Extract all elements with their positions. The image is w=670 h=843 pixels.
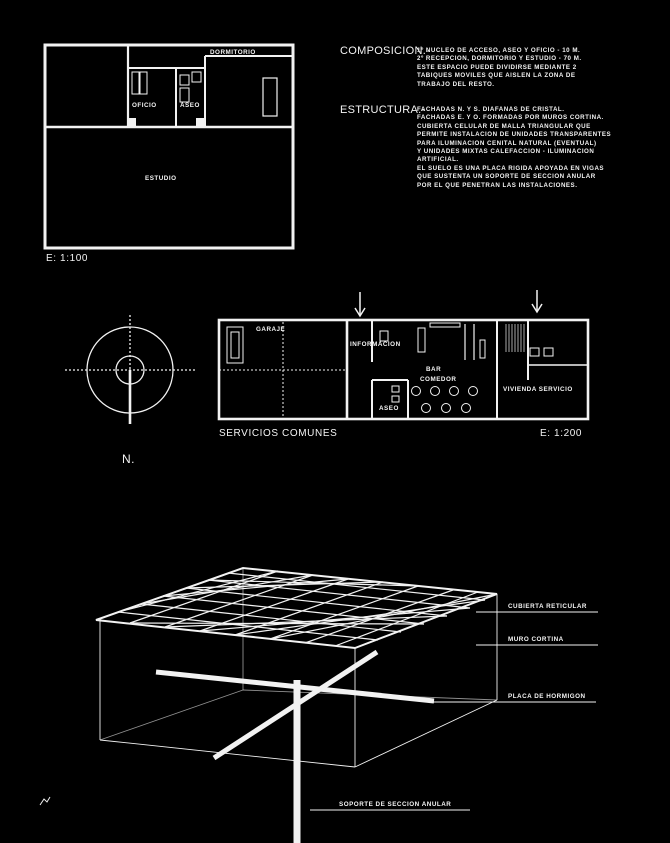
room-bar-label: BAR (426, 366, 442, 373)
estructura-line: FACHADAS E. Y O. FORMADAS POR MUROS CORTINA. (417, 114, 604, 122)
room-estudio-label: ESTUDIO (145, 175, 177, 182)
corner-mark (40, 797, 50, 805)
estructura-line: PERMITE INSTALACION DE UNIDADES TRANSPARENTES (417, 131, 612, 139)
placa-label: PLACA DE HORMIGON (508, 693, 586, 700)
estructura-heading: ESTRUCTURA.- (340, 104, 426, 116)
room-garaje-label: GARAJE (256, 326, 286, 333)
soporte-label: SOPORTE DE SECCION ANULAR (339, 801, 452, 808)
muro-label: MURO CORTINA (508, 636, 564, 643)
north-symbol (65, 315, 196, 424)
estructura-line: ARTIFICIAL. (417, 156, 459, 164)
estructura-line: EL SUELO ES UNA PLACA RIGIDA APOYADA EN VIGAS (417, 164, 605, 172)
cubierta-label: CUBIERTA RETICULAR (508, 603, 587, 610)
estructura-line: Y UNIDADES MIXTAS CALEFACCION - ILUMINACION (417, 148, 595, 156)
estructura-line: FACHADAS N. Y S. DIAFANAS DE CRISTAL. (417, 106, 565, 113)
composicion-notes (417, 47, 582, 89)
estructura-line: PARA ILUMINACION CENITAL NATURAL (EVENTUAL) (417, 139, 597, 147)
composicion-line: TABIQUES MOVILES QUE AISLEN LA ZONA DE (417, 72, 576, 80)
composicion-line: 1º NUCLEO DE ACCESO, ASEO Y OFICIO - 10 M. (417, 47, 581, 54)
room-informacion-label: INFORMACION (350, 341, 401, 348)
plan-common-drawing (219, 290, 588, 419)
composicion-heading: COMPOSICION.- (340, 45, 431, 57)
estructura-line: QUE SUSTENTA UN SOPORTE DE SECCION ANULAR (417, 173, 596, 181)
room-oficio-label: OFICIO (132, 102, 157, 109)
servicios-title: SERVICIOS COMUNES (219, 428, 338, 439)
north-label: N. (122, 452, 135, 466)
plan-top-drawing (45, 45, 293, 248)
room-aseo-label: ASEO (180, 102, 200, 109)
scale-top-label: E: 1:100 (46, 253, 89, 264)
estructura-line: CUBIERTA CELULAR DE MALLA TRIANGULAR QUE (417, 122, 591, 130)
composicion-line: TRABAJO DEL RESTO. (417, 80, 495, 88)
scale-common-label: E: 1:200 (540, 428, 583, 439)
room-comedor-label: COMEDOR (420, 376, 457, 383)
room-vivienda-label: VIVIENDA SERVICIO (503, 386, 573, 393)
estructura-line: POR EL QUE PENETRAN LAS INSTALACIONES. (417, 181, 578, 189)
composicion-line: ESTE ESPACIO PUEDE DIVIDIRSE MEDIANTE 2 (417, 63, 577, 71)
room-aseo-common-label: ASEO (379, 405, 399, 412)
composicion-line: 2º RECEPCION, DORMITORIO Y ESTUDIO - 70 M. (417, 55, 582, 63)
room-dormitorio-label: DORMITORIO (210, 49, 256, 56)
estructura-notes (417, 106, 611, 190)
